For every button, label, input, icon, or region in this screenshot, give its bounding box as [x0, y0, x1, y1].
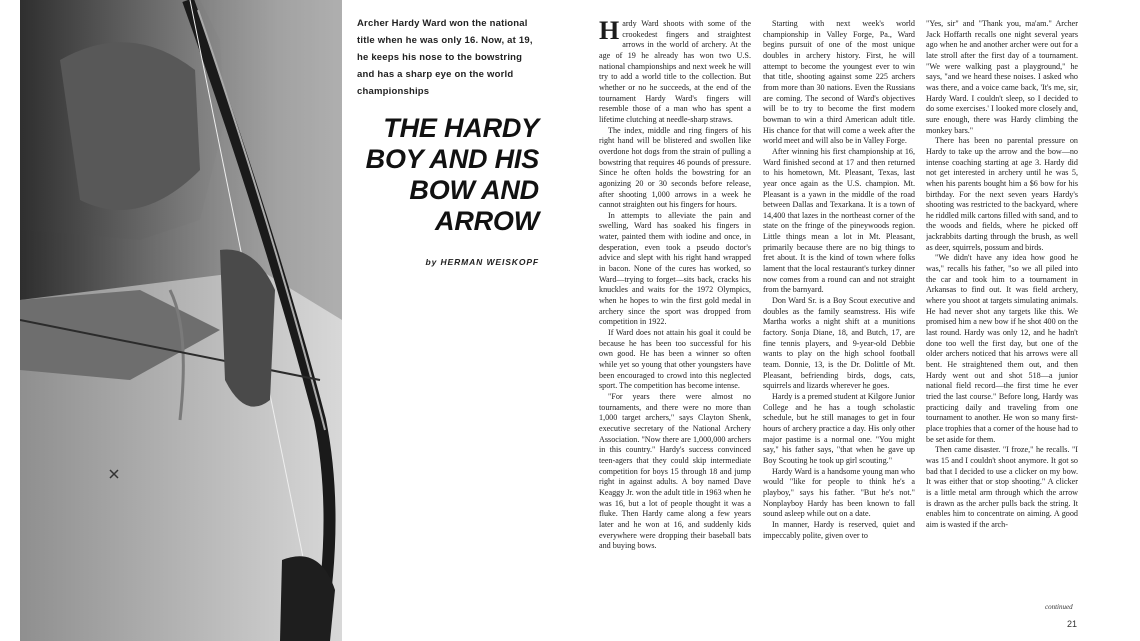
article-deck: Archer Hardy Ward won the national title when he was only 16. Now, at 19, he keeps his nose to the bowstring and has a sharp eye on the world championships [357, 18, 533, 97]
paragraph: "We didn't have any idea how good he was," recalls his father, "so we all piled into the car and took him to a tournament in Arkansas to find out. It was field archery, where you shoot at targets simulating animals. He had never shot any targets like this. We promised him a new bow if he shot 400 on the last round. Hardy was only 12, and he hadn't done too well the first day, but one of the older archers noticed that his arrows were all bent. He straightened them out, and then Hardy went out and shot 518—a junior national field record—the first time he ever tried the last course." Before long, Hardy was practicing daily and traveling from one tournament to another. He won so many first-place trophies that a corner of the house had to be set aside for them. [926, 253, 1078, 444]
paragraph: Starting with next week's world championship in Valley Forge, Pa., Ward begins pursuit of one of the most unique doubles in archery history. First, he will attempt to become the youngest ever to win that title, shooting against some 225 archers from more than 30 nations. Even the Russians are coming. The second of Ward's objectives will be to try to become the first modern bowman to win a third American adult title. His chance for that will come a week after the world meet and will also be in Valley Forge. [763, 19, 915, 146]
text-column-1 [599, 19, 751, 623]
paragraph-text: ardy Ward shoots with some of the crookedest fingers and straightest arrows in the world of archery. At the age of 19 he already has won two U.S. national championships and next week he will try to add a world title to the collection. But whether or no he succeeds, at the end of the tournament Hardy Ward's fingers will resemble those of a man who has spent a lifetime clutching at needle-sharp straws. [599, 19, 751, 124]
paragraph: "For years there were almost no tournaments, and there were no more than 1,000 target archers," says Clayton Shenk, executive secretary of the National Archery Association. "Now there are 1,000,000 archers in this country." Hardy's success convinced teen-agers that they could skip intermediate competition for boys 15 through 18 and jump right in against adults. A boy named Dave Keaggy Jr. won the adult title in 1963 when he was 16, but a lot of people thought it was a fluke. Then Hardy came along a few years later and he won at 16, and suddenly kids everywhere were dropping their baseball bats and buying bows. [599, 391, 751, 551]
paragraph: Then came disaster. "I froze," he recalls. "I was 15 and I couldn't shoot anymore. It got so bad that I decided to use a clicker on my bow. It was either that or stop shooting." A clicker is a little metal arm through which the arrow is drawn as the archer pulls back the string. It enables him to concentrate on aiming. A good aim is wasted if the arch- [926, 445, 1078, 529]
paragraph: Hardy is a premed student at Kilgore Junior College and he has a tough scholastic schedule, but he still manages to get in four hours of archery practice a day. His only other major pastime is a normal one. "You might say," his father says, "that when he gave up Boy Scouting he took up girl scouting." [763, 391, 915, 465]
text-column-2 [763, 19, 915, 623]
paragraph: In manner, Hardy is reserved, quiet and impeccably polite, given over to [763, 519, 915, 540]
archer-photo-illustration [20, 0, 342, 641]
paragraph: There has been no parental pressure on Hardy to take up the arrow and the bow—no intense coaching starting at age 3. Hardy did not get interested in archery until he was 5, when his parents bought him a $6 bow for his birthday. For the next seven years Hardy's shooting was restricted to the backyard, where he riddled milk cartons filled with sand, and to the woods and fields, where he picked off jackrabbits darting through the brush, as well as deer, squirrels, possum and birds. [926, 136, 1078, 252]
drop-cap: H [599, 19, 620, 45]
text-column-3 [926, 19, 1078, 623]
paragraph: The index, middle and ring fingers of his right hand will be blistered and swollen like overdone hot dogs from the strain of pulling a bowstring that requires 46 pounds of pressure. Since he often holds the bowstring for an agonizing 20 or 30 seconds before release, after shooting 1,000 arrows in a week he cannot straighten out his fingers for hours. [599, 125, 751, 210]
paragraph [599, 19, 751, 126]
paragraph: Don Ward Sr. is a Boy Scout executive and doubles as the family seamstress. His wife Martha works a night shift at a munitions factory. Sonja Diane, 18, and Butch, 17, are fine tennis players, and 9-year-old Debbie wants to play on the high school football team. Donnie, 13, is the Dr. Dolittle of Mt. Pleasant, befriending birds, dogs, cats, squirrels and lizards wherever he goes. [763, 296, 915, 391]
paragraph: Hardy Ward is a handsome young man who would "like for people to think he's a playboy," says his father. "But he's not." Nonplayboy Hardy has been known to fall sound asleep while out on a date. [763, 466, 915, 519]
paragraph: After winning his first championship at 16, Ward finished second at 17 and then returned to his hometown, Mt. Pleasant, Texas, last year once again as the U.S. champion. Mt. Pleasant is a yawn in the middle of the road between Dallas and Texarkana. It is a town of 14,400 that lazes in the northeast corner of the state on the fringe of the pineywoods region. Little things mean a lot in Mt. Pleasant, primarily because there are no big things to fret about. It is the kind of town where folks lament that the local restaurant's turkey dinner now comes from a round can and not straight from the barnyard. [763, 146, 915, 295]
article-byline: by HERMAN WEISKOPF [425, 257, 539, 267]
page-number: 21 [1067, 619, 1078, 629]
paragraph: If Ward does not attain his goal it could be because he has been too successful for his own good. He has been a winner so often while yet so young that other youngsters have been encouraged to crowd into this neglected sport. The competition has become intense. [599, 328, 751, 391]
archer-photo [20, 0, 342, 641]
paragraph: "Yes, sir" and "Thank you, ma'am." Archer Jack Hoffarth recalls one night several years ago when he and another archer were out for a late stroll after the first day of a tournament. "We were walking past a playground," he says, "and we heard these noises. I asked who was there, and a voice came back, 'It's me, sir, Hardy Ward. I couldn't sleep, so I decided to do some exercises.' I looked more closely and, sure enough, there was Hardy climbing the monkey bars." [926, 19, 1078, 135]
paragraph: In attempts to alleviate the pain and swelling, Ward has soaked his fingers in water, painted them with iodine and once, in desperation, even took a pseudo doctor's advice and slept with his right hand wrapped in bacon. None of the cures has worked, so Ward—trying to forget—sits back, cracks his knuckles and waits for the 1972 Olympics, when he hopes to win the first gold medal in archery since the sport was dropped from competition in 1922. [599, 210, 751, 327]
continued-label: continued [1045, 603, 1073, 611]
article-title: THE HARDY BOY AND HIS BOW AND ARROW [365, 113, 539, 236]
